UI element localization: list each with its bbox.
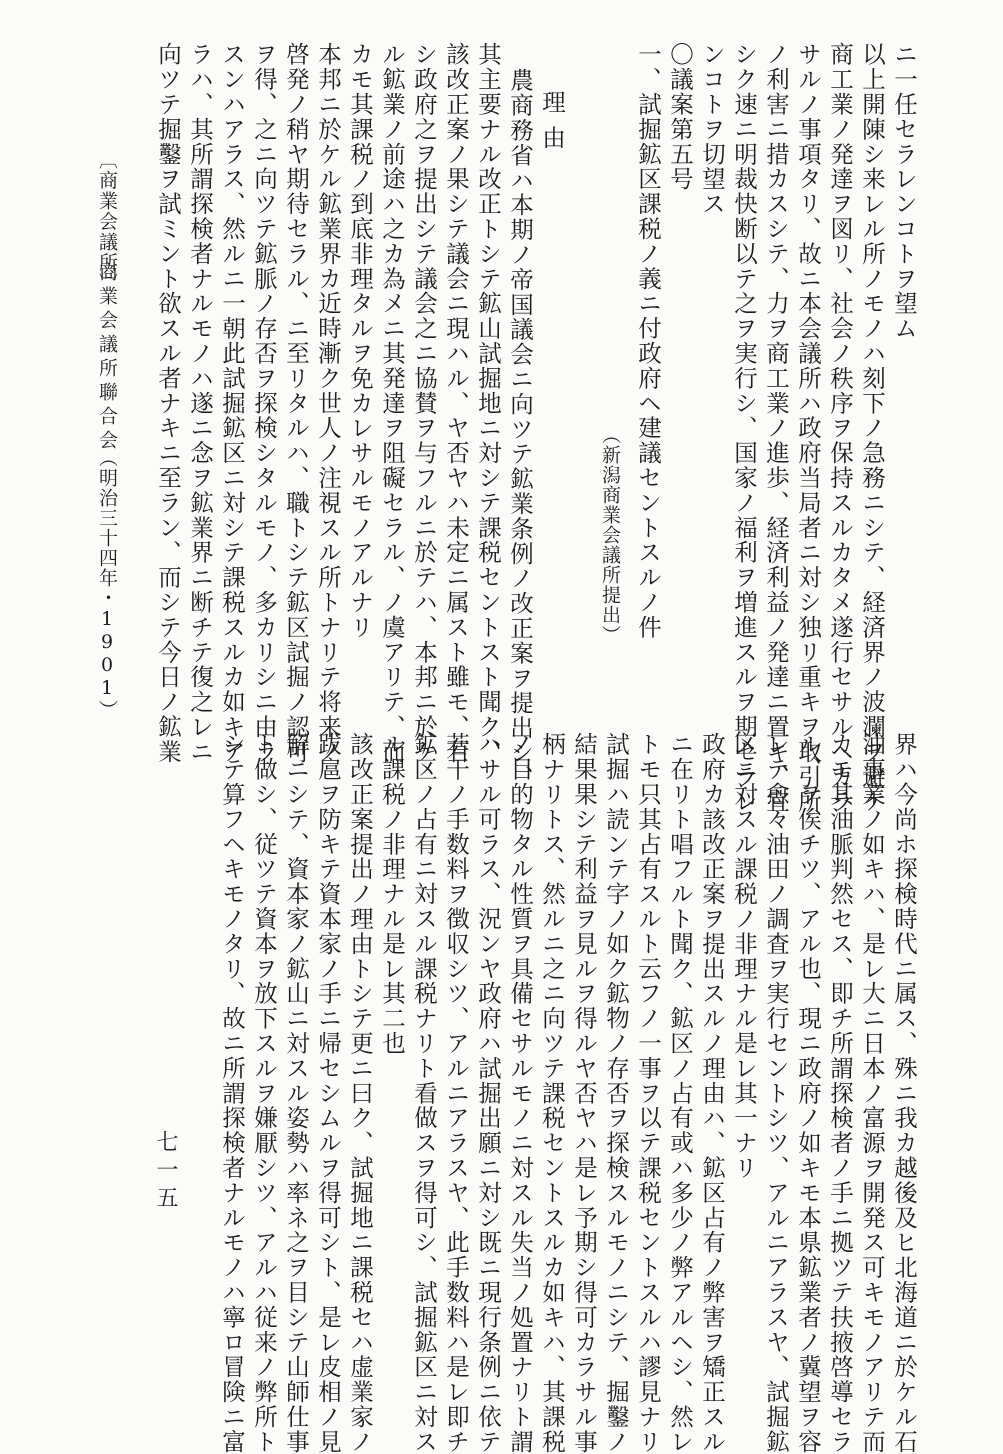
agenda-heading: 〇議案第五号 — [666, 42, 694, 192]
text-line: 本邦ニ於ケル鉱業界カ近時漸ク世人ノ注視スル所トナリテ将来ノ — [314, 42, 342, 765]
text-line: 柄ナリトス、然ルニ之ニ向ツテ課税セントスルカ如キハ、其課税 — [538, 732, 566, 1454]
text-line: ラハ、其所謂探検者ナルモノハ遂ニ念ヲ鉱業界ニ断チテ復之レニ — [186, 42, 214, 765]
text-line: ル鉱業ノ前途ハ之カ為メニ其発達ヲ阻礙セラル、ノ虞アリテ、而 — [378, 42, 406, 765]
text-line: 鉱区ノ占有ニ対スル課税ナリト看做スヲ得可シ、試掘鉱区ニ対ス — [410, 732, 438, 1454]
text-line: ル、ヲ俟チツ、アル也、現ニ政府ノ如キモ本県鉱業者ノ冀望ヲ容 — [794, 732, 822, 1454]
text-line: ノ利害ニ措カスシテ、力ヲ商工業ノ進歩、経済利益ノ発達ニ置キ、宜 — [762, 42, 790, 814]
text-line: 結果果シテ利益ヲ見ルヲ得ルヤ否ヤハ是レ予期シ得可カラサル事 — [570, 732, 598, 1454]
text-line: シク速ニ明裁快断以テ之ヲ実行シ、国家ノ福利ヲ増進スルヲ期セラレ — [730, 42, 758, 814]
text-line: ト做シ、従ツテ資本ヲ放下スルヲ嫌厭シツ、アルハ従来ノ弊所ト — [250, 732, 278, 1454]
text-line: 解ニシテ、資本家ノ鉱山ニ対スル姿勢ハ率ネ之ヲ目シテ山師仕事 — [282, 732, 310, 1454]
running-header-year: （明治三十四年・1901） — [96, 448, 118, 720]
text-line: 農商務省ハ本期ノ帝国議会ニ向ツテ鉱業条例ノ改正案ヲ提出シ、 — [506, 68, 534, 791]
running-header-section: 〔商業会議所〕 — [96, 150, 118, 294]
text-line: 界ハ今尚ホ探検時代ニ属ス、殊ニ我カ越後及ヒ北海道ニ於ケル石 — [890, 732, 918, 1454]
text-line: 該改正案提出ノ理由トシテ更ニ曰ク、試掘地ニ課税セハ虚業家ノ — [346, 732, 374, 1454]
text-line: ハサル可ラス、況ンヤ政府ハ試掘出願ニ対シ既ニ現行条例ニ依テ — [474, 732, 502, 1454]
text-line: スンハアラス、然ルニ一朝此試掘鉱区ニ対シテ課税スルカ如キア — [218, 42, 246, 765]
text-line: ニ一任セラレンコトヲ望ム — [890, 42, 918, 341]
text-line: 政府カ該改正案ヲ提出スルノ理由ハ、鉱区占有ノ弊害ヲ矯正スル — [698, 732, 726, 1454]
text-line: シ政府之ヲ提出シテ議会之ニ協賛ヲ与フルニ於テハ、本邦ニ於ケ — [410, 42, 438, 765]
text-line: 試掘ハ読ンテ字ノ如ク鉱物ノ存否ヲ探検スルモノニシテ、掘鑿ノ — [602, 732, 630, 1454]
text-line: 跋扈ヲ防キテ資本家ノ手ニ帰セシムルヲ得可シト、是レ皮相ノ見 — [314, 732, 342, 1454]
submitter: （新潟商業会議所提出） — [599, 425, 621, 645]
text-line: 若干ノ手数料ヲ徴収シツ、アルニアラスヤ、此手数料ハ是レ即チ — [442, 732, 470, 1454]
text-line: ヲ得、之ニ向ツテ鉱脈ノ存否ヲ探検シタルモノ、多カリシニ由ラ — [250, 42, 278, 765]
running-header-org: 商業会議所聯合会 — [96, 262, 118, 454]
text-line: 以上開陳シ来レル所ノモノハ刻下ノ急務ニシテ、経済界ノ波瀾ヲ避ケ — [858, 42, 886, 814]
text-line: ニ在リト唱フルト聞ク、鉱区ノ占有或ハ多少ノ弊アルヘシ、然レ — [666, 732, 694, 1454]
text-line: 其主要ナル改正トシテ鉱山試掘地ニ対シテ課税セントスト聞ク、 — [474, 42, 502, 765]
text-line: ル課税ノ非理ナル是レ其二也 — [378, 732, 406, 1056]
reason-heading: 理由 — [538, 90, 566, 161]
text-line: 啓発ノ稍ヤ期待セラル、ニ至リタルハ、職トシテ鉱区試掘ノ認可 — [282, 42, 310, 765]
text-line: トモ只其占有スルト云フノ一事ヲ以テ課税セントスルハ謬見ナリ — [634, 732, 662, 1454]
text-line: サルノ事項タリ、故ニ本会議所ハ政府当局者ニ対シ独リ重キヲ取引所 — [794, 42, 822, 814]
text-line: カモ其油脈判然セス、即チ所謂探検者ノ手ニ拠ツテ扶掖啓導セラ — [826, 732, 854, 1454]
page-number: 七一五 — [153, 1130, 178, 1214]
text-line: 該改正案ノ果シテ議会ニ現ハル、ヤ否ヤハ未定ニ属スト雖モ、若 — [442, 42, 470, 765]
text-line: ンコトヲ切望ス — [698, 42, 726, 217]
agenda-title: 一、試掘鉱区課税ノ義ニ付政府ヘ建議セントスルノ件 — [634, 42, 662, 640]
text-line: 商工業ノ発達ヲ図リ、社会ノ秩序ヲ保持スルカタメ遂行セサルヘカラ — [826, 42, 854, 814]
text-line: 区ニ対スル課税ノ非理ナル是レ其一ナリ — [730, 732, 758, 1181]
text-line: カモ其課税ノ到底非理タルヲ免カレサルモノアルナリ — [346, 42, 374, 640]
text-line: ノ目的物タル性質ヲ具備セサルモノニ対スル失当ノ処置ナリト謂 — [506, 732, 534, 1454]
text-line: シテ算フヘキモノタリ、故ニ所謂探検者ナルモノハ寧ロ冒険ニ富 — [218, 732, 246, 1454]
text-line: レテ愈々油田ノ調査ヲ実行セントシツ、アルニアラスヤ、試掘鉱 — [762, 732, 790, 1454]
text-line: 向ツテ掘鑿ヲ試ミント欲スル者ナキニ至ラン、而シテ今日ノ鉱業 — [154, 42, 182, 765]
text-line: 油事業ノ如キハ、是レ大ニ日本ノ富源ヲ開発ス可キモノアリテ而 — [858, 732, 886, 1454]
